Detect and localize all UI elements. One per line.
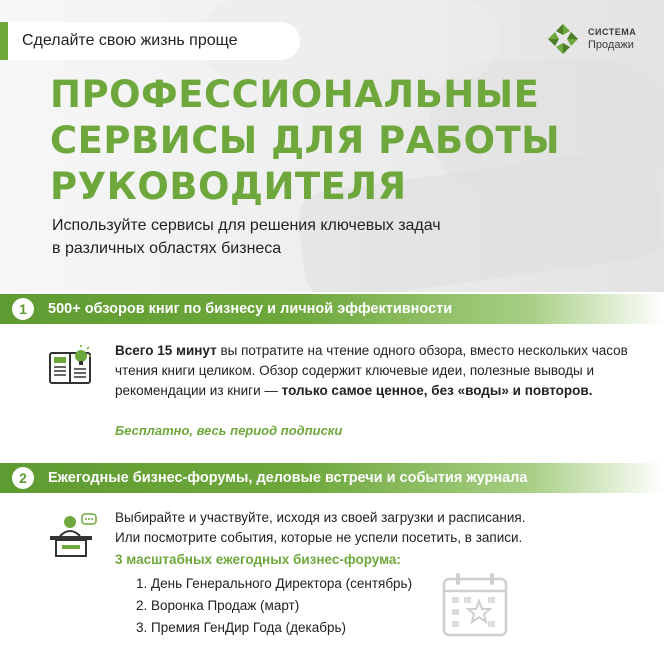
section-1-number: 1: [12, 298, 34, 320]
forums-heading: 3 масштабных ежегодных бизнес-форума:: [115, 552, 401, 567]
section-2-description: [115, 508, 655, 548]
tagline-text: Сделайте свою жизнь проще: [22, 32, 238, 49]
page-subtitle: [52, 214, 572, 260]
logo-line2: Продажи: [588, 39, 634, 51]
subtitle-line: в различных областях бизнеса: [52, 240, 282, 257]
tagline: [0, 22, 300, 60]
logo-pinwheel-icon: [546, 22, 580, 56]
section-1-title: 500+ обзоров книг по бизнесу и личной эффективности: [48, 301, 453, 317]
brand-logo: [546, 22, 636, 56]
logo-line1: СИСТЕМА: [588, 27, 637, 37]
section-2-header: [0, 463, 664, 493]
section-1-description: [115, 341, 635, 401]
title-line: СЕРВИСЫ ДЛЯ РАБОТЫ: [50, 119, 561, 162]
hero-section: [0, 0, 664, 292]
page-title: [50, 72, 610, 210]
free-note: Бесплатно, весь период подписки: [115, 423, 343, 438]
title-line: РУКОВОДИТЕЛЯ: [50, 165, 407, 208]
highlight-value: только самое ценное, без «воды» и повторов.: [281, 383, 593, 398]
forums-list: [136, 573, 412, 639]
title-line: ПРОФЕССИОНАЛЬНЫЕ: [50, 73, 540, 116]
book-idea-icon: [48, 343, 96, 385]
list-item: 2. Воронка Продаж (март): [136, 598, 300, 613]
section-2-title: Ежегодные бизнес-форумы, деловые встречи и события журнала: [48, 470, 528, 486]
description-line: Выбирайте и участвуйте, исходя из своей загрузки и расписания.: [115, 510, 526, 525]
section-1-header: [0, 294, 664, 324]
highlight-time: Всего 15 минут: [115, 343, 217, 358]
description-text: вы потратите на чтение одного обзора, вместо нескольких часов чтения книги целиком. Обзор содержит ключевые идеи, полезные выводы и рекомендации из книги —: [115, 343, 628, 398]
list-item: 3. Премия ГенДир Года (декабрь): [136, 620, 347, 635]
list-item: 1. День Генерального Директора (сентябрь): [136, 576, 413, 591]
speaker-podium-icon: [46, 512, 98, 558]
calendar-star-icon: [440, 571, 510, 639]
description-line: Или посмотрите события, которые не успели посетить, в записи.: [115, 530, 523, 545]
subtitle-line: Используйте сервисы для решения ключевых задач: [52, 217, 441, 234]
section-2-number: 2: [12, 467, 34, 489]
